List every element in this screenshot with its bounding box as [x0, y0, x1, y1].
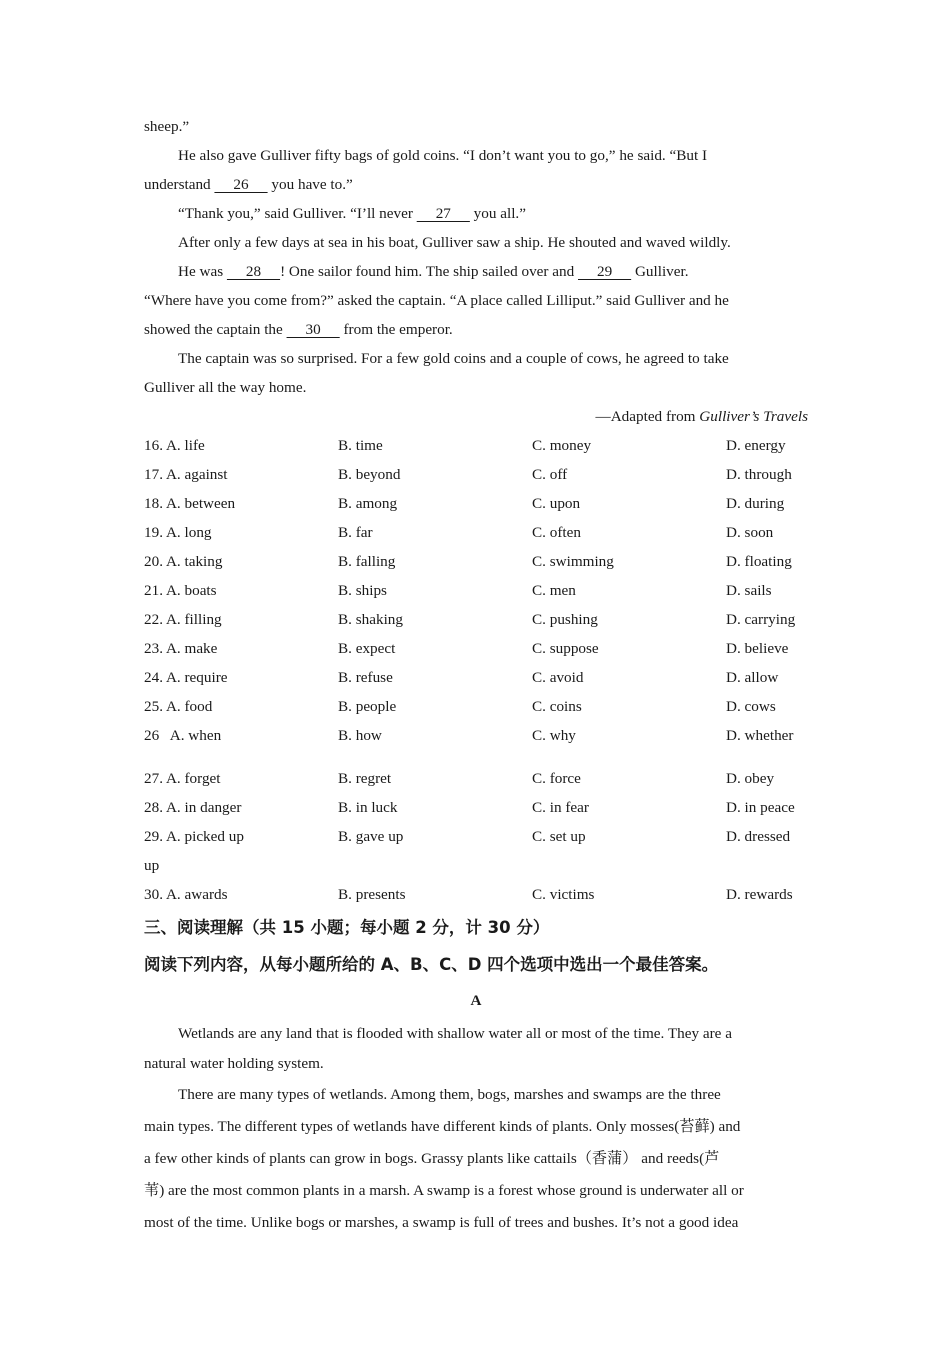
option-row [144, 489, 808, 518]
option-row [144, 605, 808, 634]
option-d: D. sails [726, 582, 772, 599]
option-a: 16. A. life [144, 437, 205, 454]
text-line [144, 199, 808, 228]
passage-continuation [144, 112, 808, 431]
text-line: 苇) are the most common plants in a marsh. A swamp is a forest whose ground is underwater all or [144, 1182, 744, 1199]
option-c: C. set up [532, 828, 586, 845]
option-row [144, 460, 808, 489]
text-line: There are many types of wetlands. Among them, bogs, marshes and swamps are the three [178, 1086, 721, 1103]
option-row [144, 692, 808, 721]
text-line: After only a few days at sea in his boat, Gulliver saw a ship. He shouted and waved wildly. [178, 234, 731, 251]
option-b: B. how [338, 727, 382, 744]
option-d: D. energy [726, 437, 786, 454]
section-heading: 三、阅读理解（共 15 小题；每小题 2 分，计 30 分） [144, 918, 550, 937]
option-row [144, 793, 808, 822]
option-a: 19. A. long [144, 524, 212, 541]
option-c: C. in fear [532, 799, 589, 816]
option-row [144, 663, 808, 692]
option-d: D. carrying [726, 611, 796, 628]
option-a: 30. A. awards [144, 886, 228, 903]
passage-a-paragraph-1 [144, 1019, 808, 1079]
option-b: B. presents [338, 886, 406, 903]
option-row [144, 518, 808, 547]
option-c: C. victims [532, 886, 595, 903]
option-row [144, 880, 808, 909]
option-d: D. cows [726, 698, 776, 715]
option-a: 18. A. between [144, 495, 236, 512]
source-citation [144, 402, 808, 431]
text-segment: from the emperor. [339, 321, 453, 338]
option-a: 23. A. make [144, 640, 218, 657]
option-c: C. swimming [532, 553, 614, 570]
option-row [144, 764, 808, 793]
option-row [144, 721, 808, 750]
text-line [144, 170, 808, 199]
option-a: 28. A. in danger [144, 799, 242, 816]
option-c: C. coins [532, 698, 582, 715]
option-c: C. suppose [532, 640, 599, 657]
option-c: C. off [532, 466, 568, 483]
text-segment: Gulliver. [631, 263, 689, 280]
text-line: main types. The different types of wetlands have different kinds of plants. Only mosses(苔藓) and [144, 1118, 741, 1135]
passage-label: A [470, 992, 482, 1009]
text-line [144, 315, 808, 344]
text-segment: “Thank you,” said Gulliver. “I’ll never [178, 205, 417, 222]
text-line: The captain was so surprised. For a few gold coins and a couple of cows, he agreed to take [178, 350, 729, 367]
option-c: C. upon [532, 495, 581, 512]
option-overflow [144, 851, 808, 880]
option-d: D. dressed [726, 828, 791, 845]
option-a: 27. A. forget [144, 770, 221, 787]
option-b: B. refuse [338, 669, 393, 686]
option-a: 26 A. when [144, 727, 222, 744]
option-row [144, 634, 808, 663]
option-row [144, 547, 808, 576]
option-row [144, 431, 808, 460]
text-segment: He was [178, 263, 227, 280]
text-line: “Where have you come from?” asked the captain. “A place called Lilliput.” said Gulliver and he [144, 292, 729, 309]
option-a: 17. A. against [144, 466, 228, 483]
document-page [144, 112, 808, 1239]
option-c: C. often [532, 524, 581, 541]
blank-28: 28 [226, 263, 281, 280]
text-line: most of the time. Unlike bogs or marshes, a swamp is full of trees and bushes. It’s not a good idea [144, 1214, 739, 1231]
text-segment: understand [144, 176, 215, 193]
option-c: C. pushing [532, 611, 598, 628]
option-d: D. rewards [726, 886, 793, 903]
option-c: C. men [532, 582, 576, 599]
passage-a-paragraph-2 [144, 1079, 808, 1239]
option-a: 24. A. require [144, 669, 228, 686]
options-table [144, 431, 808, 909]
text-segment: you have to.” [267, 176, 353, 193]
text-segment: you all.” [469, 205, 526, 222]
text-segment: showed the captain the [144, 321, 287, 338]
option-d-overflow: up [144, 857, 160, 874]
source-prefix: —Adapted from [595, 408, 700, 425]
blank-26: 26 [214, 176, 268, 193]
text-line: He also gave Gulliver fifty bags of gold coins. “I don’t want you to go,” he said. “But I [178, 147, 708, 164]
text-line: a few other kinds of plants can grow in bogs. Grassy plants like cattails（香蒲） and reeds(芦 [144, 1150, 720, 1167]
source-title: Gulliver’s Travels [699, 408, 808, 425]
option-b: B. far [338, 524, 373, 541]
option-b: B. regret [338, 770, 392, 787]
blank-30: 30 [286, 321, 340, 338]
option-b: B. people [338, 698, 397, 715]
option-a: 25. A. food [144, 698, 213, 715]
option-d: D. allow [726, 669, 779, 686]
option-b: B. in luck [338, 799, 398, 816]
option-d: D. through [726, 466, 792, 483]
text-line: Gulliver all the way home. [144, 379, 307, 396]
option-a: 21. A. boats [144, 582, 217, 599]
option-d: D. whether [726, 727, 794, 744]
text-line: Wetlands are any land that is flooded with shallow water all or most of the time. They are a [178, 1025, 732, 1042]
option-b: B. among [338, 495, 398, 512]
option-d: D. in peace [726, 799, 795, 816]
option-b: B. beyond [338, 466, 401, 483]
option-b: B. shaking [338, 611, 403, 628]
option-row [144, 822, 808, 851]
option-d: D. during [726, 495, 785, 512]
section-instruction: 阅读下列内容，从每小题所给的 A、B、C、D 四个选项中选出一个最佳答案。 [144, 955, 719, 974]
option-a: 22. A. filling [144, 611, 222, 628]
blank-27: 27 [416, 205, 470, 222]
option-d: D. floating [726, 553, 792, 570]
blank-29: 29 [578, 263, 632, 280]
option-d: D. believe [726, 640, 789, 657]
option-a: 20. A. taking [144, 553, 223, 570]
text-line [144, 257, 808, 286]
text-line: sheep.” [144, 118, 190, 135]
option-b: B. expect [338, 640, 396, 657]
option-b: B. falling [338, 553, 396, 570]
option-d: D. obey [726, 770, 775, 787]
option-c: C. force [532, 770, 581, 787]
option-c: C. why [532, 727, 576, 744]
option-c: C. avoid [532, 669, 584, 686]
text-line: natural water holding system. [144, 1055, 324, 1072]
option-row [144, 576, 808, 605]
option-a: 29. A. picked up [144, 828, 244, 845]
text-segment: ! One sailor found him. The ship sailed over and [280, 263, 578, 280]
option-d: D. soon [726, 524, 774, 541]
option-b: B. time [338, 437, 383, 454]
option-b: B. gave up [338, 828, 404, 845]
option-c: C. money [532, 437, 592, 454]
option-b: B. ships [338, 582, 387, 599]
